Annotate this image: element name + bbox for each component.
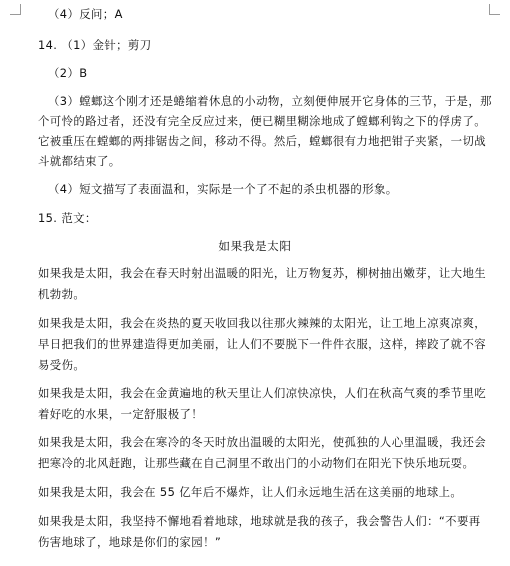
answer-14-4: （4）短文描写了表面温和，实际是一个了不起的杀虫机器的形象。 (48, 182, 398, 196)
answer-14-1: 14. （1）金针；剪刀 (38, 38, 152, 52)
essay-paragraph-2-line-2: 早日把我们的世界建造得更加美丽，让人们不要脱下一件件衣服，这样，摔跤了就不容 (38, 337, 487, 351)
essay-paragraph-4-line-2: 把寒冷的北风赶跑，让那些藏在自己洞里不敢出门的小动物们在阳光下快乐地玩耍。 (38, 456, 475, 470)
essay-paragraph-2-line-3: 易受伤。 (38, 358, 86, 372)
essay-paragraph-1-line-2: 机勃勃。 (38, 287, 86, 301)
answer-15-label: 15. 范文： (38, 211, 97, 225)
essay-title: 如果我是太阳 (218, 239, 292, 253)
essay-paragraph-3-line-2: 着好吃的水果，一定舒服极了！ (38, 407, 204, 421)
answer-14-3-line-1: （3）螳螂这个刚才还是蜷缩着休息的小动物，立刻便伸展开它身体的三节，于是，那 (48, 94, 492, 108)
essay-paragraph-5-line-1: 如果我是太阳，我会在 55 亿年后不爆炸，让人们永远地生活在这美丽的地球上。 (38, 485, 463, 499)
essay-paragraph-6-line-1: 如果我是太阳，我坚持不懈地看着地球，地球就是我的孩子，我会警告人们：“不要再 (38, 514, 481, 528)
essay-paragraph-1-line-1: 如果我是太阳，我会在春天时射出温暖的阳光，让万物复苏，柳树抽出嫩芽，让大地生 (38, 266, 487, 280)
answer-14-3-line-2: 个可怜的路过者，还没有完全反应过来，便已糊里糊涂地成了螳螂利钩之下的俘虏了。 (38, 114, 487, 128)
answer-14-2: （2）B (48, 66, 88, 80)
essay-paragraph-2-line-1: 如果我是太阳，我会在炎热的夏天收回我以往那火辣辣的太阳光，让工地上凉爽凉爽， (38, 316, 487, 330)
answer-14-3-line-3: 它被重压在螳螂的两排锯齿之间，移动不得。然后，螳螂很有力地把钳子夹紧，一切战 (38, 134, 487, 148)
page-corner-mark-top-left (10, 4, 21, 15)
essay-paragraph-3-line-1: 如果我是太阳，我会在金黄遍地的秋天里让人们凉快凉快，人们在秋高气爽的季节里吃 (38, 386, 487, 400)
answer-4-rhetorical: （4）反问；A (48, 7, 123, 21)
answer-14-3-line-4: 斗就都结束了。 (38, 154, 121, 168)
essay-paragraph-4-line-1: 如果我是太阳，我会在寒冷的冬天时放出温暖的太阳光，使孤独的人心里温暖，我还会 (38, 435, 487, 449)
essay-paragraph-6-line-2: 伤害地球了，地球是你们的家园！” (38, 535, 222, 549)
